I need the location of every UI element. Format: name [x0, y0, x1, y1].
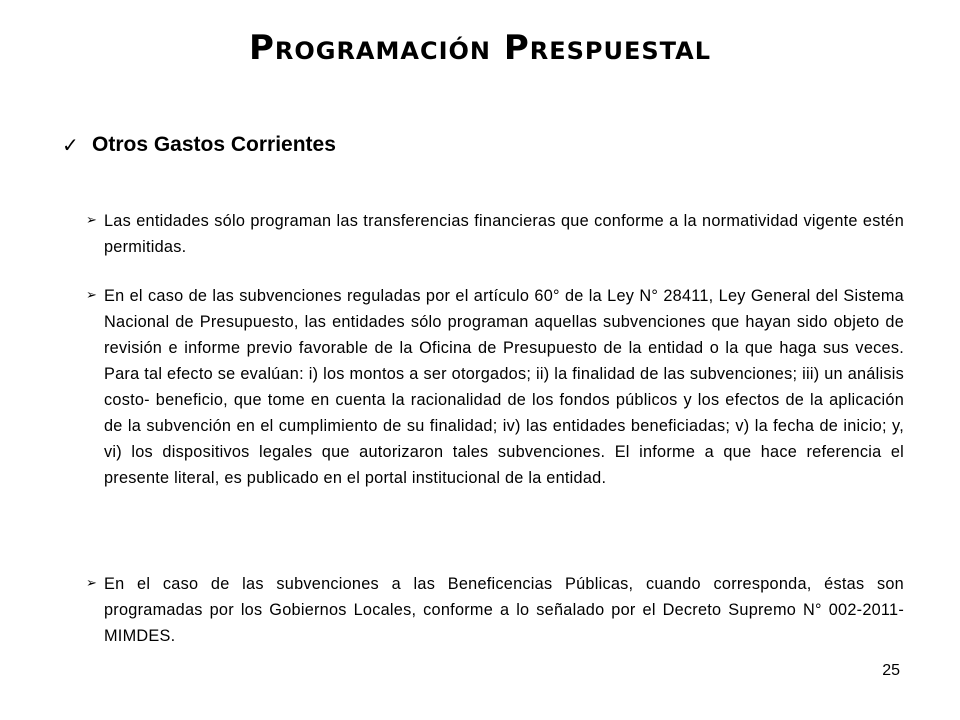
page-title: Programación Prespuestal	[248, 28, 712, 68]
checkmark-icon: ✓	[62, 133, 79, 157]
arrow-bullet-icon: ➢	[86, 213, 97, 228]
bullet-text: Las entidades sólo programan las transferencias financieras que conforme a la normatividad vigente estén permitidas.	[104, 212, 904, 256]
bullet-item	[86, 571, 904, 649]
section-heading	[62, 133, 336, 157]
bullet-item	[86, 283, 904, 491]
page-number: 25	[882, 662, 900, 679]
arrow-bullet-icon: ➢	[86, 288, 97, 303]
section-label: Otros Gastos Corrientes	[92, 133, 336, 156]
bullet-item	[86, 208, 904, 260]
bullet-text: En el caso de las subvenciones a las Beneficencias Públicas, cuando corresponda, éstas son programadas por los Gobiernos Locales, conforme a lo señalado por el Decreto Supremo N° 002-2011-MIMDES.	[104, 575, 904, 645]
arrow-bullet-icon: ➢	[86, 576, 97, 591]
bullet-text: En el caso de las subvenciones reguladas por el artículo 60° de la Ley N° 28411, Ley General del Sistema Nacional de Presupuesto, las entidades sólo programan aquellas subvenciones que hayan sido objeto de revisión e informe previo favorable de la Oficina de Presupuesto de la entidad o la que haga sus veces. Para tal efecto se evalúan: i) los montos a ser otorgados; ii) la finalidad de las subvenciones; iii) un análisis costo- beneficio, que tome en cuenta la racionalidad de los fondos públicos y los efectos de la aplicación de la subvención en el cumplimiento de su finalidad; iv) las entidades beneficiadas; v) la fecha de inicio; y, vi) los dispositivos legales que autorizaron tales subvenciones. El informe a que hace referencia el presente literal, es publicado en el portal institucional de la entidad.	[104, 287, 904, 487]
